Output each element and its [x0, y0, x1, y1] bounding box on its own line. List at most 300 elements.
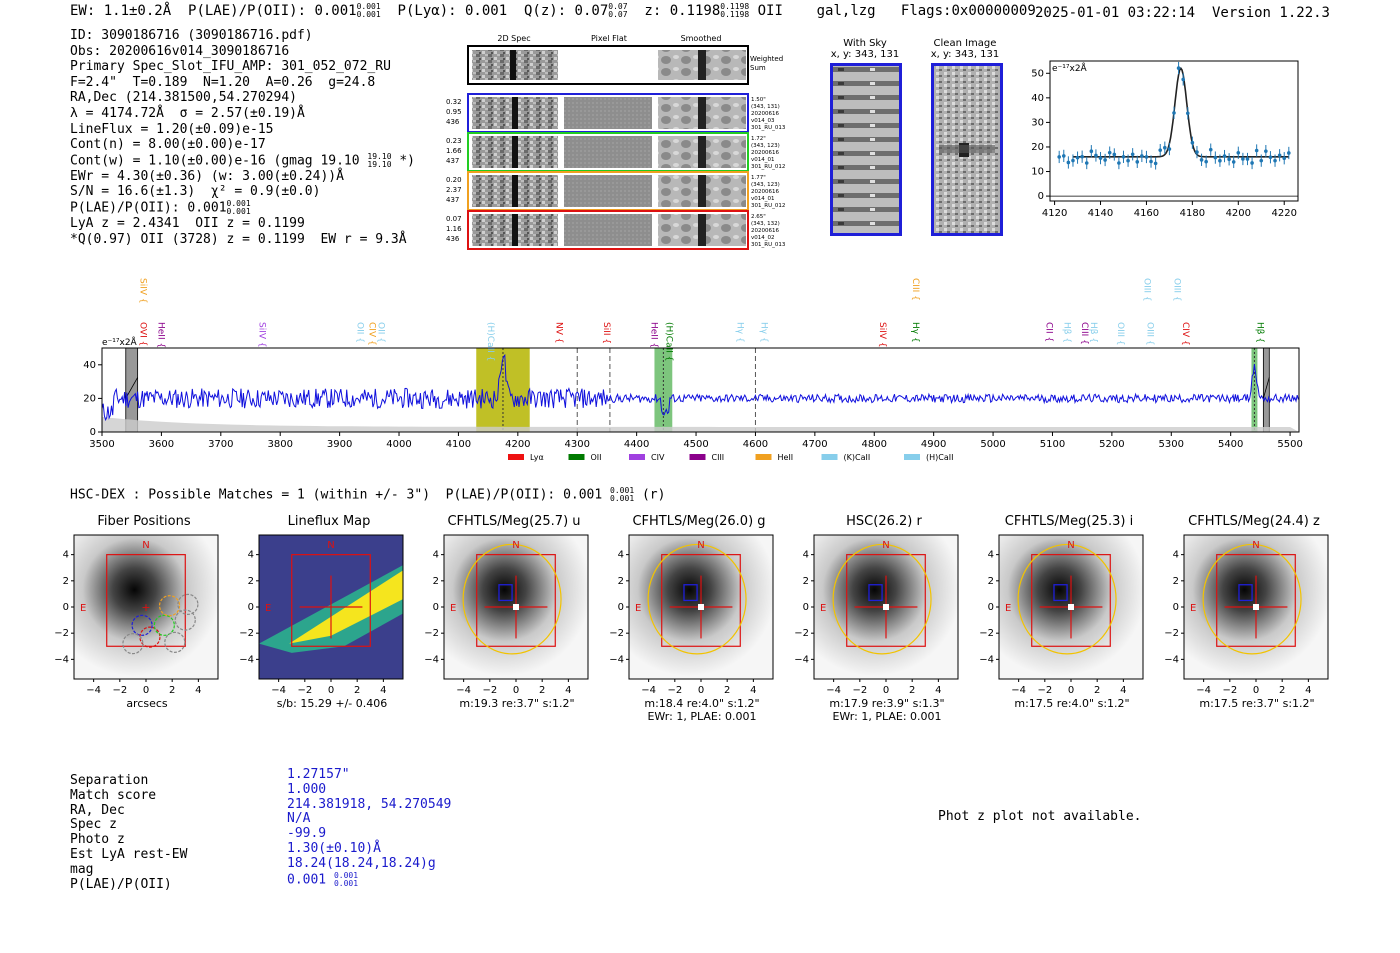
spectrum-xtick-label: 3500	[89, 439, 115, 450]
fit-data-point	[1076, 156, 1080, 160]
cutout-ytick-label: 4	[247, 549, 254, 561]
info-line: *Q(0.97) OII (3728) z = 0.1199 EW r = 9.3Å	[70, 231, 407, 247]
spectrum-line-label: Hβ {	[1088, 322, 1099, 344]
match-label: P(LAE)/P(OII)	[70, 876, 172, 892]
fit-data-point	[1218, 159, 1222, 163]
cutout-xtick-label: 0	[1067, 685, 1075, 696]
spectrum-line-label: Hγ {	[758, 322, 769, 343]
spec2d-row-meta: 20200616	[751, 150, 779, 156]
spectrum-xtick-label: 5000	[980, 439, 1006, 450]
spec2d-smooth-trace	[698, 136, 706, 168]
east-label: E	[449, 603, 457, 614]
info-line: Cont(n) = 8.00(±0.00)e-17	[70, 137, 266, 153]
spectrum-line-label: Hβ {	[1254, 322, 1265, 344]
match-value: 0.001 0.001 0.001	[287, 870, 359, 888]
cutout-image	[237, 530, 407, 700]
spectrum-line-label: CIV {	[1180, 322, 1191, 346]
cutout-xtick-label: −4	[826, 685, 842, 696]
cutout-ytick-label: −4	[424, 654, 439, 666]
spec2d-row-stat: 0.20	[446, 176, 462, 184]
fit-data-point	[1255, 149, 1259, 153]
cutout-ytick-label: −4	[239, 654, 254, 666]
spectrum-xtick-label: 5500	[1277, 439, 1303, 450]
cutout-ytick-label: 0	[617, 602, 624, 613]
spectrum-xtick-label: 3600	[148, 439, 175, 450]
fit-ytick-label: 10	[1031, 166, 1044, 178]
spec2d-col-title: 2D Spec	[497, 34, 531, 43]
spectrum-line-label: SiIV {	[256, 322, 267, 348]
spectrum-ylabel: e⁻¹⁷x2Å	[102, 338, 137, 348]
fit-data-point	[1080, 155, 1084, 159]
cutout-ytick-label: −2	[794, 628, 809, 640]
fit-data-point	[1236, 151, 1240, 155]
cutout-xtick-label: 4	[195, 685, 202, 696]
cutout-xtick-label: 2	[168, 685, 176, 696]
fit-data-point	[1282, 156, 1286, 160]
spectrum-line-label: OVI {	[137, 322, 148, 347]
cutout-xtick-label: −4	[271, 685, 287, 696]
cutout-caption: m:19.3 re:3.7" s:1.2"	[459, 697, 575, 710]
cutout-ytick-label: 2	[247, 575, 254, 587]
fit-data-point	[1117, 161, 1121, 165]
spectrum-line-label: HeII {	[648, 322, 659, 349]
spectrum-legend-label: OII	[590, 453, 602, 462]
spec2d-row-stat: 436	[446, 235, 460, 243]
spec2d-smooth-trace	[698, 97, 706, 129]
crosshair-gap	[1253, 604, 1259, 610]
spectrum-xtick-label: 4600	[742, 439, 769, 450]
east-label: E	[79, 603, 87, 614]
spec2d-row-stat: 2.37	[446, 186, 462, 194]
with-sky-image	[830, 63, 902, 236]
spec2d-flat	[564, 136, 652, 168]
east-label: E	[819, 603, 827, 614]
cutout-xtick-label: −2	[112, 685, 128, 696]
spectrum-line-label: OII {	[375, 322, 386, 343]
spectrum-ytick-label: 0	[89, 427, 96, 438]
north-label: N	[697, 540, 705, 552]
cutout-title: CFHTLS/Meg(24.4) z	[1188, 514, 1320, 529]
fit-data-point	[1140, 154, 1144, 158]
spec2d-flat	[564, 175, 652, 207]
cutout-xtick-label: −4	[641, 685, 657, 696]
spectrum-legend-swatch	[822, 454, 838, 460]
fit-data-point	[1250, 161, 1254, 165]
spec2d-row-meta: 1.72"	[751, 136, 766, 142]
line-fit-plot	[1020, 55, 1310, 235]
cutout-ytick-label: −4	[54, 654, 69, 666]
cutout-xtick-label: 2	[538, 685, 546, 696]
cutout-xtick-label: −2	[852, 685, 868, 696]
cutout-xtick-label: 4	[1120, 685, 1127, 696]
fit-data-point	[1269, 155, 1273, 159]
cutout-xtick-label: 4	[750, 685, 757, 696]
cutout-ytick-label: −2	[1164, 628, 1179, 640]
cutout-xtick-label: 0	[697, 685, 705, 696]
spec2d-row-stat: 0.07	[446, 215, 462, 223]
cutout-image	[792, 530, 962, 700]
photz-message: Phot z plot not available.	[938, 809, 1142, 824]
header-plae-sup: 0.001 0.001	[356, 2, 381, 19]
spec2d-row-meta: 20200616	[751, 111, 779, 117]
spectrum-line-label: SiIV {	[877, 322, 888, 348]
cutout-ytick-label: −2	[609, 628, 624, 640]
spec2d-line-trace	[512, 136, 518, 168]
east-label: E	[634, 603, 642, 614]
spec2d-row-meta: 301_RU_013	[751, 125, 786, 131]
cutout-image	[1162, 530, 1332, 700]
spec2d-row-stat: 0.23	[446, 137, 462, 145]
cutout-ytick-label: 2	[62, 575, 69, 587]
spectrum-legend-swatch	[690, 454, 706, 460]
cutout-image	[422, 530, 592, 700]
spec2d-row-meta: (343, 123)	[751, 182, 780, 188]
match-label: RA, Dec	[70, 802, 125, 818]
cutout-title: CFHTLS/Meg(25.7) u	[447, 514, 581, 529]
spec2d-row-meta: 1.50"	[751, 97, 766, 103]
spectrum-ytick-label: 40	[83, 359, 96, 371]
spec2d-row-meta: (343, 131)	[751, 104, 780, 110]
spectrum-line-label: CIII {	[909, 278, 920, 301]
info-line: EWr = 4.30(±0.36) (w: 3.00(±0.24))Å	[70, 168, 344, 184]
weighted-sum-label: Weighted	[750, 55, 784, 63]
info-line: F=2.4" T=0.189 N=1.20 A=0.26 g=24.8	[70, 74, 376, 90]
fit-data-point	[1209, 148, 1213, 152]
cutout-xtick-label: 4	[1305, 685, 1312, 696]
fit-xtick-label: 4200	[1225, 208, 1252, 219]
cutout-xtick-label: 2	[1093, 685, 1101, 696]
spectrum-xtick-label: 3800	[267, 439, 293, 450]
cutout-ytick-label: 2	[987, 575, 994, 587]
spectrum-legend-swatch	[508, 454, 524, 460]
cutout-xtick-label: −2	[667, 685, 683, 696]
match-value: 1.27157"	[287, 767, 350, 782]
spectrum-xtick-label: 5200	[1099, 439, 1125, 450]
spec2d-row-stat: 437	[446, 157, 460, 165]
match-labels	[70, 774, 187, 892]
cutout-caption: m:17.5 re:3.7" s:1.2"	[1199, 697, 1315, 710]
spec2d-line-trace	[512, 214, 518, 246]
spec2d-row-meta: 301_RU_013	[751, 242, 786, 248]
cutout-ytick-label: 4	[617, 549, 624, 561]
cutout-xtick-label: 0	[512, 685, 520, 696]
cutout-caption: s/b: 15.29 +/- 0.406	[276, 697, 388, 710]
fit-data-point	[1232, 160, 1236, 164]
fit-data-point	[1112, 153, 1116, 157]
north-label: N	[1252, 540, 1260, 552]
fit-data-point	[1163, 146, 1167, 150]
spec2d-row-meta: 20200616	[751, 228, 779, 234]
header-qz-sup: 0.07 0.07	[608, 2, 628, 19]
spec2d-row-meta: v014_01	[751, 196, 775, 202]
spectrum-xtick-label: 3900	[326, 439, 353, 450]
spectrum-line-label: OIII {	[1114, 322, 1125, 346]
cutout-ytick-label: −4	[609, 654, 624, 666]
cutout-xtick-label: 2	[1278, 685, 1286, 696]
cutout-caption: m:17.5 re:4.0" s:1.2"	[1014, 697, 1130, 710]
spectrum-frame	[102, 348, 1299, 432]
spec2d-row-meta: v014_03	[751, 118, 775, 124]
spectrum-line-label: (H)CaII {	[663, 322, 674, 362]
fit-data-point	[1067, 161, 1071, 165]
north-label: N	[142, 540, 150, 552]
spec2d-smooth-trace	[698, 214, 706, 246]
fit-data-point	[1145, 155, 1149, 159]
cutout-caption: m:17.9 re:3.9" s:1.3" EWr: 1, PLAE: 0.001	[829, 697, 945, 723]
spectrum-xtick-label: 5400	[1217, 439, 1244, 450]
cutout-title: Lineflux Map	[287, 514, 371, 529]
fit-data-point	[1131, 152, 1135, 156]
cutout-xtick-label: −2	[297, 685, 313, 696]
north-label: N	[327, 540, 335, 552]
spectrum-line-label: Hγ {	[734, 322, 745, 343]
spectrum-line-label: HeII {	[155, 322, 166, 349]
fit-data-point	[1062, 154, 1066, 158]
match-value: -99.9	[287, 826, 327, 842]
info-line: P(LAE)/P(OII): 0.001 0.001 0.001	[70, 199, 251, 217]
info-line: LyA z = 2.4341 OII z = 0.1199	[70, 216, 305, 232]
cutout-ytick-label: −2	[54, 628, 69, 640]
spectrum-legend-swatch	[756, 454, 772, 460]
spec2d-row-stat: 1.66	[446, 147, 462, 155]
fit-data-point	[1195, 150, 1199, 154]
spectrum-line-label: NV {	[553, 322, 564, 344]
crosshair-gap	[883, 604, 889, 610]
spec2d-flat	[564, 214, 652, 246]
cutout-ytick-label: −2	[979, 628, 994, 640]
spectrum-xtick-label: 4100	[445, 439, 472, 450]
crosshair-gap	[698, 604, 704, 610]
cutout-ytick-label: 2	[802, 575, 809, 587]
cutout-ytick-label: −4	[794, 654, 809, 666]
match-value: 1.30(±0.10)Å	[287, 840, 381, 856]
spectrum-line-label: CII {	[1043, 322, 1054, 343]
match-label: mag	[70, 861, 94, 877]
fit-data-point	[1172, 111, 1176, 115]
fit-data-point	[1158, 148, 1162, 152]
spec2d-smooth-trace	[698, 175, 706, 207]
cutout-xtick-label: −2	[1222, 685, 1238, 696]
cutout-ytick-label: −4	[979, 654, 994, 666]
spec2d-rows	[446, 94, 786, 249]
spectrum-xtick-label: 3700	[208, 439, 234, 450]
match-label: Photo z	[70, 832, 125, 848]
spectrum-flux-line	[102, 355, 1298, 420]
spectrum-line-label: Hγ {	[909, 322, 920, 343]
spectrum-xtick-label: 4000	[386, 439, 412, 450]
spec2d-row-meta: 301_RU_012	[751, 164, 786, 170]
fit-data-point	[1264, 149, 1268, 153]
spec2d-row-meta: 301_RU_012	[751, 203, 786, 209]
svg-text:Sum: Sum	[750, 64, 766, 72]
cutout-ytick-label: 0	[432, 602, 439, 613]
fit-plot-frame	[1050, 61, 1298, 201]
fit-data-point	[1214, 156, 1218, 160]
fit-xtick-label: 4180	[1179, 208, 1206, 219]
hsc-matches-line: HSC-DEX : Possible Matches = 1 (within +/- 3") P(LAE)/P(OII): 0.001 0.001 0.001 (r)	[70, 486, 666, 503]
cutout-caption: arcsecs	[126, 697, 168, 710]
cutout-ytick-label: 4	[802, 549, 809, 561]
info-line: λ = 4174.72Å σ = 2.57(±0.19)Å	[70, 105, 305, 121]
fit-model-curve	[1073, 68, 1289, 156]
header-z-sup: 0.1198 0.1198	[720, 2, 750, 19]
fit-data-point	[1071, 159, 1075, 163]
spectrum-line-label: OIII {	[1141, 278, 1152, 302]
info-line: ID: 3090186716 (3090186716.pdf)	[70, 28, 313, 43]
fit-data-point	[1246, 157, 1250, 161]
spectrum-legend-label: HeII	[777, 453, 794, 462]
info-line: RA,Dec (214.381500,54.270294)	[70, 90, 297, 106]
north-label: N	[882, 540, 890, 552]
spec2d-line-trace	[512, 175, 518, 207]
fit-data-point	[1099, 156, 1103, 160]
match-values	[287, 768, 451, 888]
cutout-xtick-label: −2	[482, 685, 498, 696]
fit-data-point	[1126, 159, 1130, 163]
info-line: Obs: 20200616v014_3090186716	[70, 43, 290, 59]
cutout-title: Fiber Positions	[97, 514, 191, 529]
with-sky-title: With Sky x, y: 343, 131	[830, 38, 900, 60]
spectrum-line-label: (H)CaII {	[485, 322, 496, 362]
cutout-image	[607, 530, 777, 700]
spectrum-ytick-label: 20	[83, 393, 96, 405]
cutout-title: CFHTLS/Meg(26.0) g	[632, 514, 766, 529]
fit-ytick-label: 0	[1037, 191, 1044, 203]
fit-xtick-label: 4120	[1041, 208, 1068, 219]
spec2d-row-meta: (343, 123)	[751, 143, 780, 149]
full-spectrum-chart	[60, 270, 1330, 465]
spectrum-legend-swatch	[904, 454, 920, 460]
fit-data-point	[1200, 158, 1204, 162]
cutout-ytick-label: 0	[802, 602, 809, 613]
fit-data-point	[1227, 157, 1231, 161]
spectrum-line-label: SiII {	[600, 322, 611, 345]
east-label: E	[1189, 603, 1197, 614]
spec2d-line-trace	[512, 97, 518, 129]
spectrum-legend-swatch	[569, 454, 585, 460]
fit-data-point	[1181, 78, 1185, 82]
fit-xtick-label: 4160	[1133, 208, 1160, 219]
spectrum-xtick-label: 4300	[564, 439, 590, 450]
spectrum-legend-label: (K)CaII	[843, 453, 871, 462]
fit-ytick-label: 40	[1031, 92, 1044, 104]
fit-data-point	[1057, 155, 1061, 159]
fit-data-point	[1186, 111, 1190, 115]
spectrum-line-label: OII {	[354, 322, 365, 343]
cutout-ytick-label: 2	[432, 575, 439, 587]
info-line: Cont(w) = 1.10(±0.00)e-16 (gmag 19.10 19.10 19.10 *)	[70, 151, 415, 169]
spectrum-line-label: OIII {	[1144, 322, 1155, 346]
cutout-ytick-label: 0	[62, 602, 69, 613]
cutout-title: CFHTLS/Meg(25.3) i	[1004, 514, 1134, 529]
fit-ytick-label: 20	[1031, 141, 1044, 153]
fit-xtick-label: 4140	[1087, 208, 1114, 219]
fit-xtick-label: 4220	[1271, 208, 1297, 219]
cutout-xtick-label: 4	[935, 685, 942, 696]
fit-data-point	[1273, 159, 1277, 163]
fit-data-point	[1108, 151, 1112, 155]
spectrum-xtick-label: 4500	[683, 439, 709, 450]
spectrum-xtick-label: 5300	[1158, 439, 1185, 450]
spectrum-xtick-label: 5100	[1039, 439, 1066, 450]
center-marker: +	[141, 601, 151, 614]
match-label: Separation	[70, 773, 149, 788]
cutout-ytick-label: 4	[987, 549, 994, 561]
fit-data-point	[1191, 141, 1195, 145]
cutout-xtick-label: −4	[1011, 685, 1027, 696]
spec2d-flat	[564, 97, 652, 129]
east-label: E	[264, 603, 272, 614]
spectrum-line-label: Hβ {	[1061, 322, 1072, 344]
spec2d-row-meta: 20200616	[751, 189, 779, 195]
spectrum-legend-label: CIV	[651, 453, 665, 462]
cutout-xtick-label: 2	[353, 685, 361, 696]
fit-data-point	[1259, 159, 1263, 163]
match-label: Est LyA rest-EW	[70, 846, 188, 862]
fit-ytick-label: 50	[1031, 68, 1044, 80]
spectrum-legend-label: Lyα	[530, 453, 544, 462]
fit-data-point	[1103, 158, 1107, 162]
spectrum-masked-band	[1263, 348, 1269, 432]
info-line: S/N = 16.6(±1.3) χ² = 0.9(±0.0)	[70, 184, 321, 200]
detection-info	[70, 28, 415, 247]
cutout-xtick-label: −4	[86, 685, 102, 696]
match-label: Match score	[70, 787, 157, 803]
cutout-ytick-label: 0	[987, 602, 994, 613]
header-summary: EW: 1.1±0.2Å P(LAE)/P(OII): 0.001 0.001 0.001 P(Lyα): 0.001 Q(z): 0.07 0.07 0.07 z: 0.1198 0.1198 0.1198 OII gal,lzg Flags:0x00000009	[70, 2, 1036, 19]
spectrum-legend-label: (H)CaII	[926, 453, 954, 462]
spec2d-row-meta: v014_01	[751, 157, 775, 163]
match-value: N/A	[287, 811, 311, 827]
fit-data-point	[1149, 160, 1153, 164]
spectrum-line-label: SiIV {	[137, 278, 148, 304]
fit-data-point	[1085, 161, 1089, 165]
info-line: Primary Spec_Slot_IFU_AMP: 301_052_072_RU	[70, 59, 391, 75]
cutout-ytick-label: 0	[1172, 602, 1179, 613]
cutout-image	[977, 530, 1147, 700]
fit-data-point	[1090, 149, 1094, 153]
spectrum-line-label: CIV {	[366, 322, 377, 346]
fit-data-point	[1154, 162, 1158, 166]
fit-data-point	[1241, 157, 1245, 161]
spec2d-row-meta: v014_02	[751, 235, 775, 241]
match-value: 18.24(18.24,18.24)g	[287, 855, 436, 871]
spec2d-row-stat: 436	[446, 118, 460, 126]
cutout-xtick-label: 0	[142, 685, 150, 696]
cutout-ytick-label: −2	[239, 628, 254, 640]
spectrum-xtick-label: 4900	[920, 439, 947, 450]
fit-data-point	[1168, 147, 1172, 151]
spec2d-row-meta: 1.77"	[751, 175, 766, 181]
spec2d-row-stat: 0.95	[446, 108, 462, 116]
cutout-xtick-label: −4	[456, 685, 472, 696]
fit-data-point	[1135, 160, 1139, 164]
fit-data-point	[1278, 153, 1282, 157]
cutout-ytick-label: 4	[1172, 549, 1179, 561]
fit-data-point	[1287, 151, 1291, 155]
fit-ylabel: e⁻¹⁷x2Å	[1052, 64, 1087, 74]
crosshair-gap	[1068, 604, 1074, 610]
cutout-caption: m:18.4 re:4.0" s:1.2" EWr: 1, PLAE: 0.001	[644, 697, 760, 723]
cutout-xtick-label: 2	[723, 685, 731, 696]
fit-data-point	[1177, 66, 1181, 70]
fit-data-point	[1204, 160, 1208, 164]
fit-data-point	[1223, 154, 1227, 158]
match-value: 1.000	[287, 781, 327, 797]
spec2d-col-title: Pixel Flat	[591, 34, 627, 43]
spectrum-xtick-label: 4700	[802, 439, 828, 450]
fit-data-point	[1094, 154, 1098, 158]
